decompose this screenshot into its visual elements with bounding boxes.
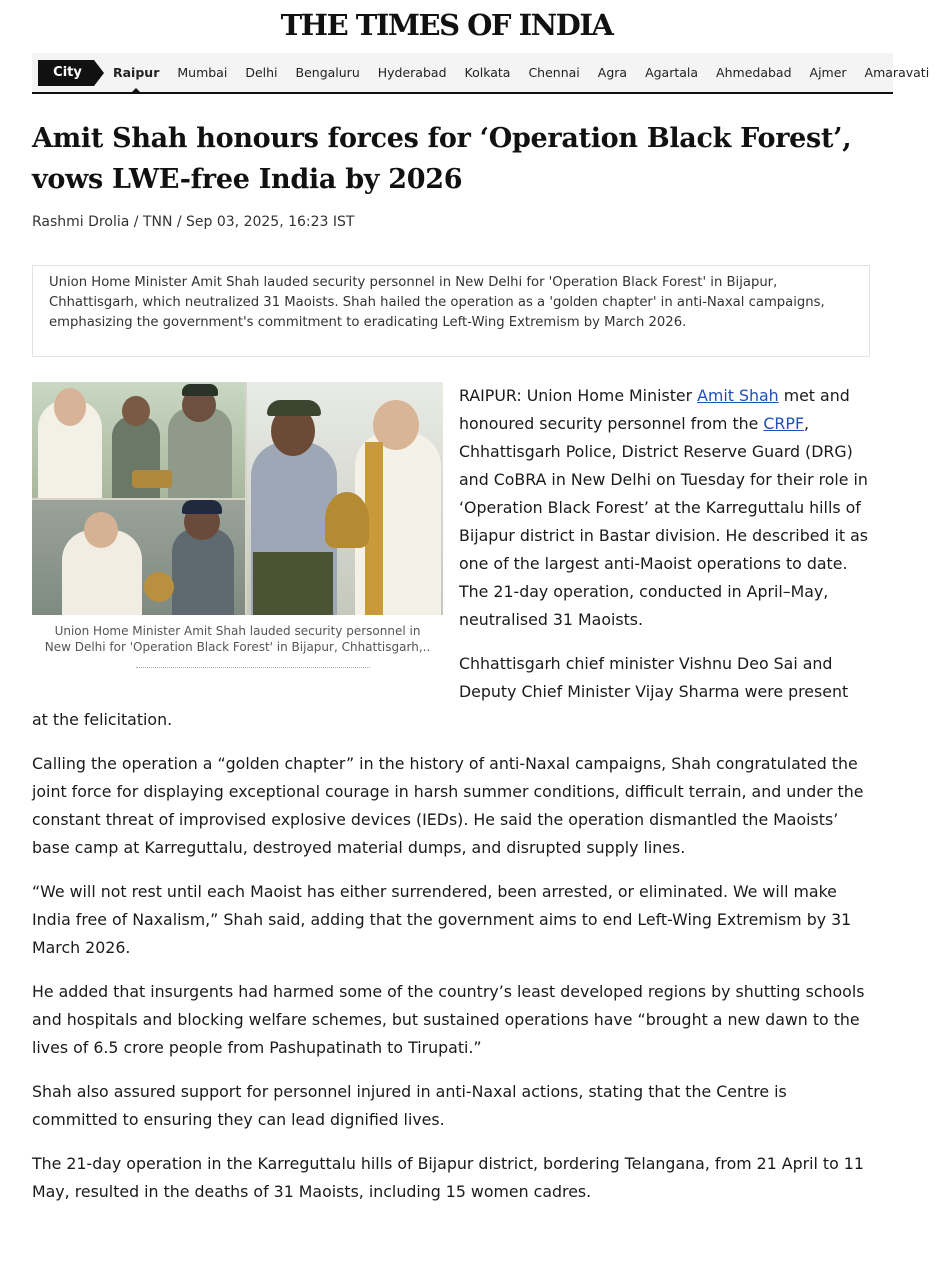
nav-item-agartala[interactable]: Agartala <box>645 65 699 80</box>
city-nav-bar <box>32 53 930 94</box>
paragraph-1-text-c: , Chhattisgarh Police, District Reserve Guard (DRG) and CoBRA in New Delhi on Tuesday for their role in ‘Operation Black Forest’ at the Karreguttalu hills of Bijapur district in Bastar division. He described it as one of the largest anti-Maoist operations to date. The 21-day operation, conducted in April–May, neutralised 31 Maoists. <box>459 414 868 629</box>
nav-item-ajmer[interactable]: Ajmer <box>809 65 847 80</box>
article-paragraph-6: Shah also assured support for personnel injured in anti-Naxal actions, stating that the Centre is committed to ensuring they can lead dignified lives. <box>32 1082 787 1129</box>
paragraph-1-text-a: RAIPUR: Union Home Minister <box>459 386 698 405</box>
nav-item-bengaluru[interactable]: Bengaluru <box>295 65 360 80</box>
article-paragraph-2-continued: at the felicitation. <box>32 710 173 729</box>
crpf-link[interactable]: CRPF <box>763 414 805 433</box>
headline-line-2: vows LWE-free India by 2026 <box>32 164 463 195</box>
city-nav-items <box>104 53 938 92</box>
article-photo[interactable] <box>32 382 443 615</box>
nav-item-raipur[interactable]: Raipur <box>104 53 168 92</box>
nav-item-delhi[interactable]: Delhi <box>245 65 278 80</box>
nav-item-amaravati[interactable]: Amaravati <box>864 65 930 80</box>
photo-caption <box>32 623 443 655</box>
nav-item-mumbai[interactable]: Mumbai <box>177 65 228 80</box>
article-summary: Union Home Minister Amit Shah lauded security personnel in New Delhi for 'Operation Black Forest' in Bijapur, Chhattisgarh, which neutralized 31 Maoists. Shah hailed the operation as a 'golden chapter' in anti-Naxal campaigns, emphasizing the government's commitment to eradicating Left-Wing Extremism by March 2026. <box>32 265 870 357</box>
paragraph-1-text-b: met and honoured security personnel from the <box>459 386 850 433</box>
article-paragraph-3: Calling the operation a “golden chapter” in the history of anti-Naxal campaigns, Shah congratulated the joint force for displaying exceptional courage in harsh summer conditions, difficult terrain, and under the constant threat of improvised explosive devices (IEDs). He said the operation dismantled the Maoists’ base camp at Karreguttalu, destroyed material dumps, and disrupted supply lines. <box>32 754 864 857</box>
article-paragraph-2: Chhattisgarh chief minister Vishnu Deo Sai and Deputy Chief Minister Vijay Sharma were present <box>459 654 849 701</box>
nav-item-agra[interactable]: Agra <box>597 65 628 80</box>
photo-panel-top-left <box>32 382 245 498</box>
photo-panel-bottom-left <box>32 500 245 615</box>
nav-item-chennai[interactable]: Chennai <box>528 65 580 80</box>
article-headline <box>32 118 872 200</box>
city-section-tag[interactable]: City <box>38 60 94 86</box>
photo-caption-line-1: Union Home Minister Amit Shah lauded security personnel in <box>54 624 421 638</box>
article-paragraph-5: He added that insurgents had harmed some of the country’s least developed regions by shutting schools and hospitals and blocking welfare schemes, but sustained operations have “brought a new dawn to the lives of 6.5 crore people from Pashupatinath to Tirupati.” <box>32 982 865 1057</box>
caption-divider <box>136 667 370 668</box>
photo-panel-right <box>247 382 443 615</box>
amit-shah-link[interactable]: Amit Shah <box>697 386 779 405</box>
site-logo[interactable]: THE TIMES OF INDIA <box>280 8 613 42</box>
article-paragraph-1 <box>459 382 871 634</box>
article-byline: Rashmi Drolia / TNN / Sep 03, 2025, 16:23 IST <box>32 214 355 230</box>
headline-line-1: Amit Shah honours forces for ‘Operation Black Forest’, <box>32 123 852 154</box>
nav-item-kolkata[interactable]: Kolkata <box>464 65 511 80</box>
nav-item-hyderabad[interactable]: Hyderabad <box>377 65 447 80</box>
article-paragraph-7: The 21-day operation in the Karreguttalu hills of Bijapur district, bordering Telangana, from 21 April to 11 May, resulted in the deaths of 31 Maoists, including 15 women cadres. <box>32 1154 864 1201</box>
photo-caption-line-2: New Delhi for 'Operation Black Forest' in Bijapur, Chhattisgarh,.. <box>44 640 431 654</box>
nav-item-ahmedabad[interactable]: Ahmedabad <box>716 65 792 80</box>
article-paragraph-4: “We will not rest until each Maoist has either surrendered, been arrested, or eliminated. We will make India free of Naxalism,” Shah said, adding that the government aims to end Left-Wing Extremism by 31 March 2026. <box>32 882 852 957</box>
